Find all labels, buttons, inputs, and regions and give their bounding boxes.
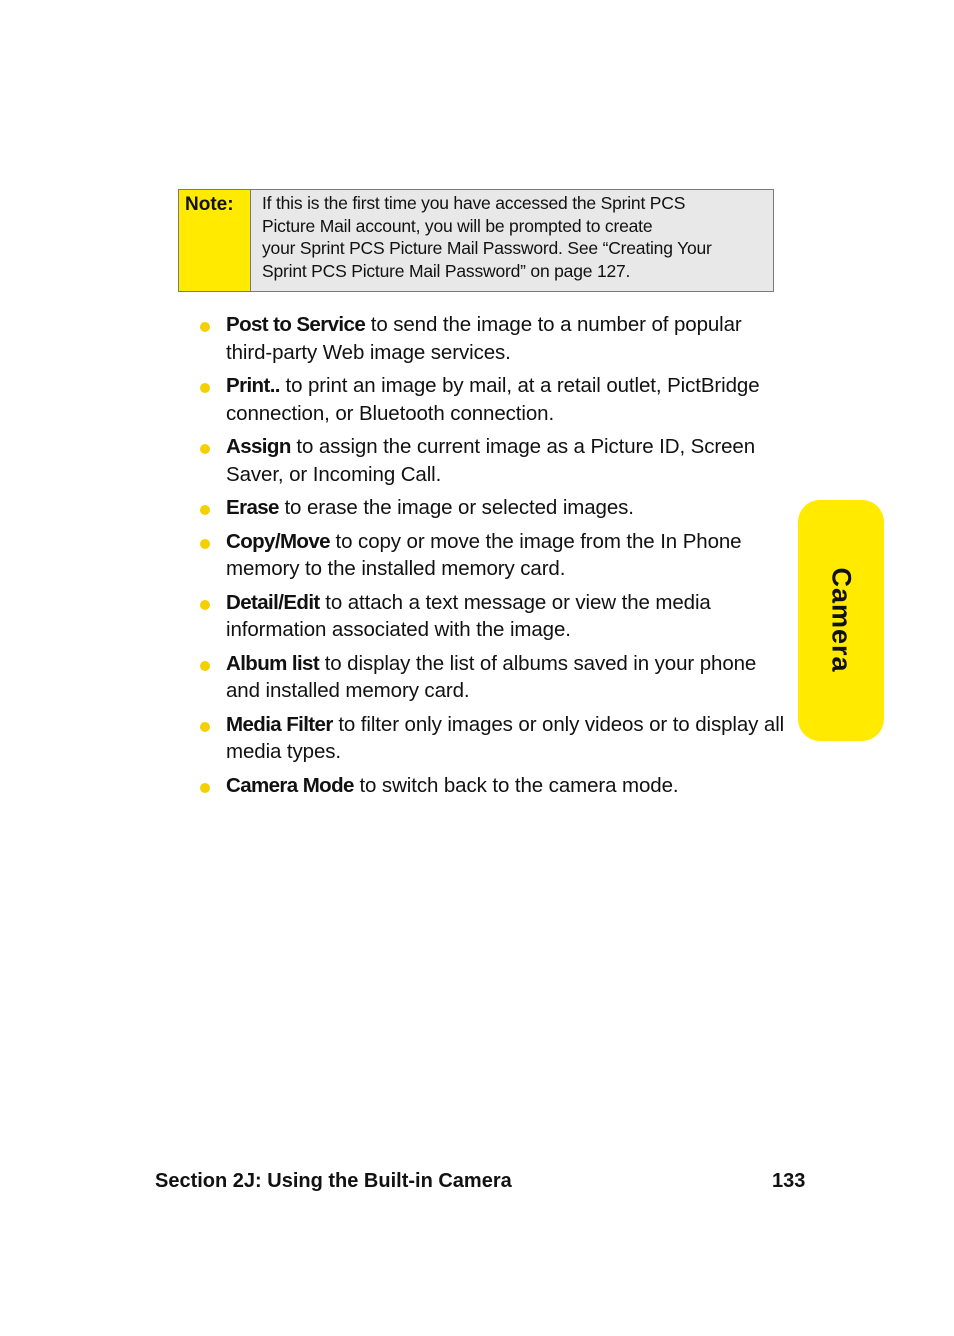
note-box [178, 189, 774, 292]
option-term: Post to Service [226, 313, 366, 336]
option-term: Erase [226, 496, 279, 519]
list-item [198, 711, 788, 766]
option-term: Camera Mode [226, 773, 354, 797]
option-description: to print an image by mail, at a retail outlet, PictBridge connection, or Bluetooth connection. [226, 374, 760, 425]
option-term: Album list [226, 651, 320, 675]
option-term: Assign [226, 435, 291, 458]
menu-options-list [198, 311, 788, 805]
bullet-icon [200, 600, 210, 610]
footer-section-title: Section 2J: Using the Built-in Camera [155, 1170, 512, 1192]
option-term: Media Filter [226, 712, 333, 736]
note-line: If this is the first time you have accessed the Sprint PCS [262, 193, 686, 213]
bullet-icon [200, 722, 210, 732]
option-description: to erase the image or selected images. [278, 496, 634, 519]
option-description: to copy or move the image from the In Phone memory to the installed memory card. [226, 529, 742, 580]
list-item [198, 650, 788, 705]
note-line: Picture Mail account, you will be prompted to create [262, 215, 653, 236]
note-line: Sprint PCS Picture Mail Password” on page 127. [262, 261, 631, 282]
bullet-icon [200, 661, 210, 671]
bullet-icon [200, 383, 210, 393]
bullet-icon [200, 444, 210, 454]
bullet-icon [200, 505, 210, 515]
option-description: to attach a text message or view the media information associated with the image. [226, 590, 711, 641]
option-description: to filter only images or only videos or to display all media types. [226, 712, 785, 763]
option-term: Detail/Edit [226, 590, 320, 614]
note-line: your Sprint PCS Picture Mail Password. See “Creating Your [262, 238, 712, 259]
option-term: Copy/Move [226, 529, 330, 553]
bullet-icon [200, 783, 210, 793]
section-side-tab [798, 500, 884, 741]
note-text [251, 190, 773, 291]
option-description: to send the image to a number of popular third-party Web image services. [226, 313, 742, 364]
option-description: to assign the current image as a Picture ID, Screen Saver, or Incoming Call. [226, 435, 755, 486]
list-item [198, 372, 788, 427]
list-item [198, 311, 788, 366]
bullet-icon [200, 322, 210, 332]
list-item [198, 589, 788, 644]
option-term: Print.. [226, 374, 280, 397]
list-item [198, 528, 788, 583]
option-description: to display the list of albums saved in your phone and installed memory card. [226, 651, 757, 702]
list-item [198, 433, 788, 488]
bullet-icon [200, 539, 210, 549]
option-description: to switch back to the camera mode. [353, 773, 679, 797]
list-item [198, 494, 788, 522]
note-label: Note: [179, 190, 251, 291]
page-number: 133 [772, 1170, 806, 1192]
side-tab-label: Camera [826, 567, 857, 673]
list-item [198, 772, 788, 800]
